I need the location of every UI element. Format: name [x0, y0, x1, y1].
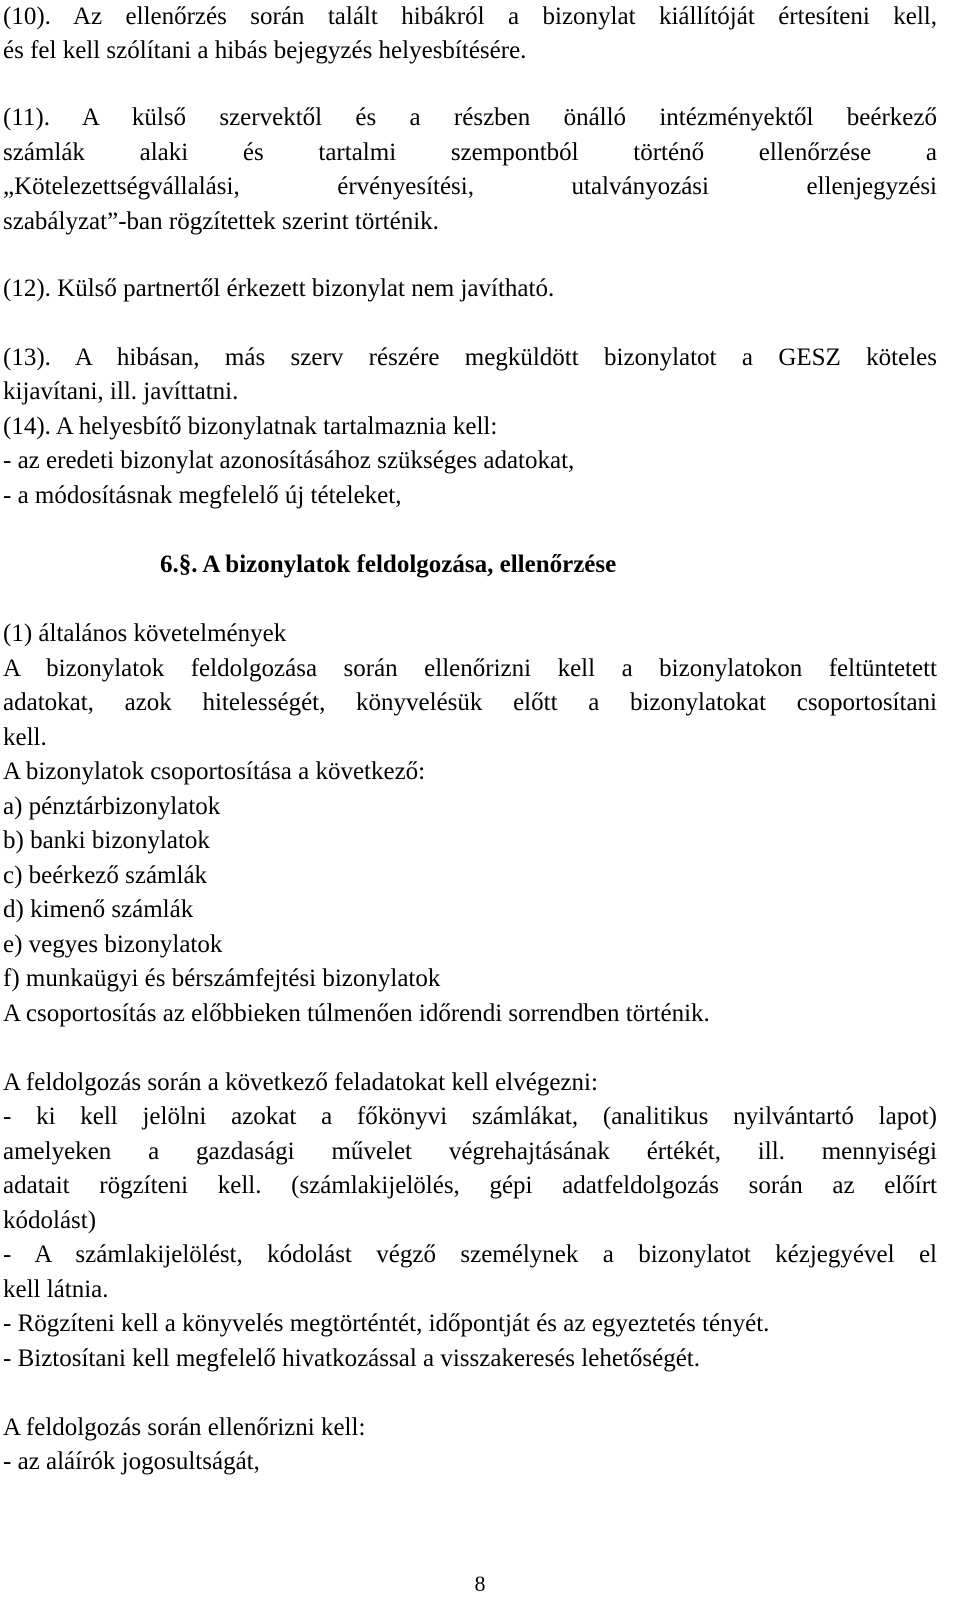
- list-item: d) kimenő számlák: [3, 896, 194, 923]
- page-number: 8: [474, 1571, 486, 1596]
- paragraph-line: A bizonylatok csoportosítása a következő:: [3, 758, 426, 785]
- paragraph-line: kijavítani, ill. javíttatni.: [3, 378, 239, 405]
- list-item: - ki kell jelölni azokat a főkönyvi számlákat, (analitikus nyilvántartó lapot): [3, 1103, 937, 1130]
- list-item: c) beérkező számlák: [3, 862, 208, 889]
- paragraph-line: kell látnia.: [3, 1276, 109, 1303]
- section-title: 6.§. A bizonylatok feldolgozása, ellenőrzése: [160, 551, 617, 578]
- paragraph-line: kódolást): [3, 1207, 97, 1234]
- paragraph-line: amelyeken a gazdasági művelet végrehajtásának értékét, ill. mennyiségi: [3, 1138, 937, 1165]
- list-item: - A számlakijelölést, kódolást végző személynek a bizonylatot kézjegyével el: [3, 1241, 937, 1268]
- list-item: e) vegyes bizonylatok: [3, 931, 223, 958]
- paragraph-line: (12). Külső partnertől érkezett bizonylat nem javítható.: [3, 275, 555, 302]
- list-item: f) munkaügyi és bérszámfejtési bizonylatok: [3, 965, 441, 992]
- paragraph-line: (14). A helyesbítő bizonylatnak tartalmaznia kell:: [3, 413, 498, 440]
- list-item: a) pénztárbizonylatok: [3, 793, 221, 820]
- paragraph-line: szabályzat”-ban rögzítettek szerint történik.: [3, 208, 439, 235]
- list-item: - a módosításnak megfelelő új tételeket,: [3, 482, 402, 509]
- paragraph-line: (10). Az ellenőrzés során talált hibákról a bizonylat kiállítóját értesíteni kell,: [3, 3, 937, 30]
- list-item: - az eredeti bizonylat azonosításához szükséges adatokat,: [3, 447, 575, 474]
- paragraph-line: számlák alaki és tartalmi szempontból történő ellenőrzése a: [3, 139, 937, 166]
- paragraph-line: adatokat, azok hitelességét, könyvelésük előtt a bizonylatokat csoportosítani: [3, 689, 937, 716]
- list-item: - Rögzíteni kell a könyvelés megtörténtét, időpontját és az egyeztetés tényét.: [3, 1310, 770, 1337]
- paragraph-line: (11). A külső szervektől és a részben önálló intézményektől beérkező: [3, 104, 937, 131]
- list-item: - az aláírók jogosultságát,: [3, 1448, 260, 1475]
- paragraph-line: „Kötelezettségvállalási, érvényesítési, utalványozási ellenjegyzési: [3, 173, 937, 200]
- paragraph-line: (13). A hibásan, más szerv részére megküldött bizonylatot a GESZ köteles: [3, 344, 937, 371]
- subsection-heading: (1) általános követelmények: [3, 620, 287, 647]
- list-item: b) banki bizonylatok: [3, 827, 210, 854]
- paragraph-line: kell.: [3, 724, 47, 751]
- paragraph-line: és fel kell szólítani a hibás bejegyzés helyesbítésére.: [3, 37, 527, 64]
- paragraph-line: adatait rögzíteni kell. (számlakijelölés, gépi adatfeldolgozás során az előírt: [3, 1172, 937, 1199]
- paragraph-line: A feldolgozás során a következő feladatokat kell elvégezni:: [3, 1069, 598, 1096]
- paragraph-line: A feldolgozás során ellenőrizni kell:: [3, 1414, 366, 1441]
- paragraph-line: A bizonylatok feldolgozása során ellenőrizni kell a bizonylatokon feltüntetett: [3, 655, 937, 682]
- paragraph-line: A csoportosítás az előbbieken túlmenően időrendi sorrendben történik.: [3, 1000, 710, 1027]
- list-item: - Biztosítani kell megfelelő hivatkozással a visszakeresés lehetőségét.: [3, 1345, 700, 1372]
